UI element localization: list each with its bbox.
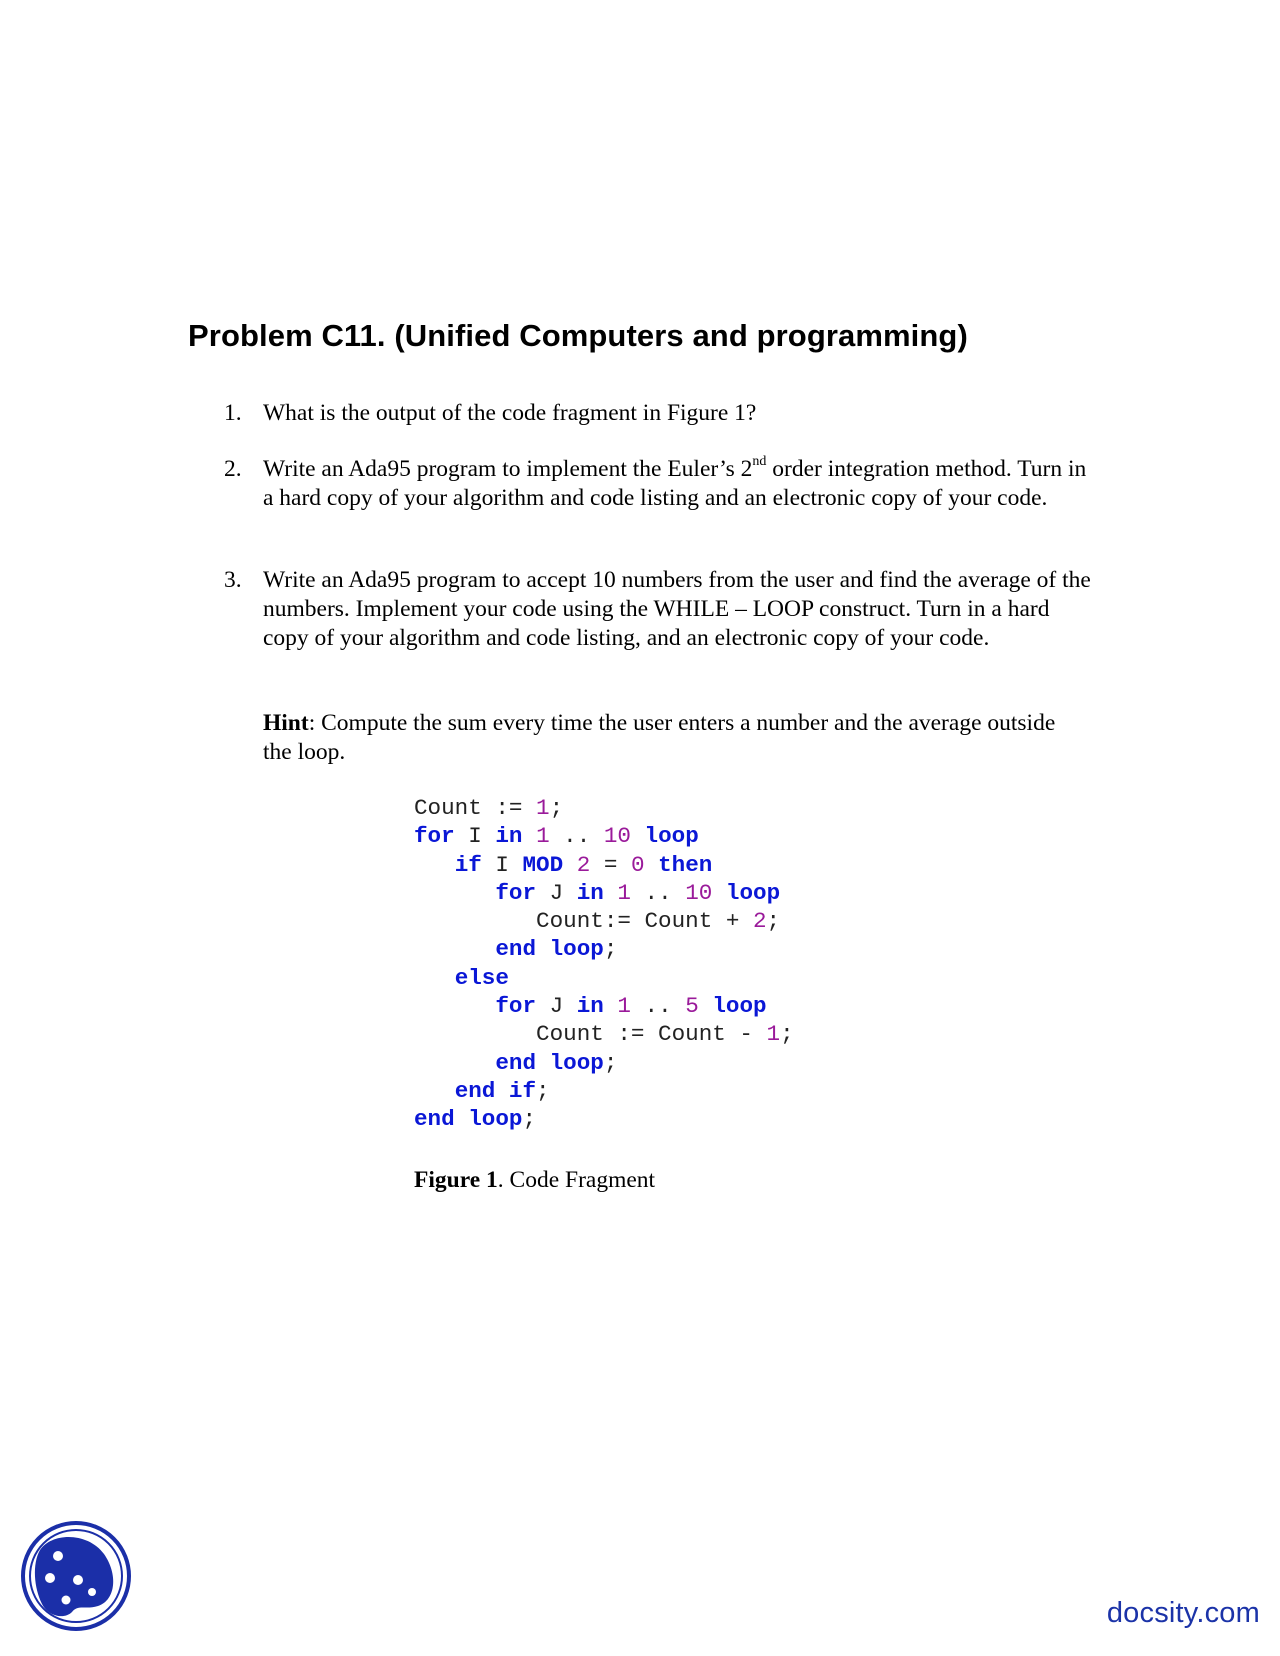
code-text: ..: [630, 879, 686, 906]
code-keyword: in: [576, 993, 604, 1020]
code-line: [414, 965, 509, 991]
code-keyword: end if: [454, 1077, 537, 1104]
code-text: [414, 965, 455, 991]
code-keyword: in: [495, 823, 523, 850]
code-text: Count :=: [414, 795, 537, 821]
question-text: Write an Ada95 program to accept 10 numbers from the user and find the average of the numbers. Implement your code using the WHILE – LOOP construct. Turn in a hard copy of your algorithm and code listing, and an electronic copy of your code.: [263, 567, 1091, 651]
question-text: [263, 455, 1094, 513]
code-keyword: loop: [712, 993, 767, 1020]
code-keyword: for: [414, 823, 455, 850]
code-number: 1: [536, 795, 550, 821]
code-keyword: for: [495, 993, 537, 1020]
code-keyword: loop: [644, 823, 699, 850]
code-keyword: for: [495, 879, 537, 906]
code-number: 2: [752, 908, 767, 935]
code-text: Count:= Count +: [414, 908, 753, 935]
code-line: [414, 1106, 536, 1132]
code-text: [414, 936, 495, 962]
code-text: [414, 880, 495, 906]
code-text: [563, 852, 577, 878]
code-fragment: [414, 794, 794, 1134]
code-text: =: [590, 851, 631, 878]
code-line: [414, 852, 712, 878]
code-text: [631, 823, 645, 849]
code-text: ;: [603, 936, 618, 963]
code-number: 0: [631, 851, 645, 878]
code-line: [414, 936, 617, 962]
code-text: [414, 852, 455, 878]
code-line: [414, 795, 563, 821]
code-line: [414, 880, 780, 906]
code-text: [699, 993, 713, 1019]
question-text: What is the output of the code fragment in Figure 1?: [263, 400, 757, 426]
code-line: [414, 823, 699, 849]
code-keyword: end loop: [495, 1049, 604, 1076]
code-text: Count := Count -: [414, 1021, 767, 1048]
question-number: 1.: [224, 400, 242, 426]
code-text: ..: [549, 823, 604, 850]
code-text: ;: [536, 1077, 550, 1104]
code-text: ..: [630, 993, 686, 1020]
code-text: ;: [549, 795, 564, 821]
hint-paragraph: [263, 709, 1063, 767]
hint-text: : Compute the sum every time the user enters a number and the average outside the loop.: [263, 710, 1056, 765]
code-line: [414, 1021, 794, 1047]
code-text: I: [454, 823, 496, 850]
code-text: ;: [603, 1049, 618, 1076]
question-number: 3.: [224, 567, 242, 593]
code-number: 1: [536, 823, 550, 850]
code-line: [414, 1078, 550, 1104]
figure-caption: [414, 1166, 655, 1195]
document-title: Problem C11. (Unified Computers and programming): [188, 318, 968, 353]
code-keyword: if: [454, 851, 482, 878]
code-number: 1: [617, 879, 631, 906]
code-text: [645, 852, 659, 878]
code-keyword: end loop: [414, 1106, 523, 1133]
code-text: [604, 993, 618, 1019]
superscript: nd: [752, 454, 767, 470]
code-number: 1: [617, 993, 631, 1020]
code-text: ;: [766, 908, 781, 935]
code-text: [604, 880, 618, 906]
code-text: J: [536, 993, 577, 1020]
code-text: ;: [780, 1021, 794, 1048]
question-3: [224, 566, 1094, 653]
code-text: [414, 1078, 455, 1104]
code-number: 5: [685, 993, 699, 1020]
question-text-part: order integration method. Turn in a hard copy of your algorithm and code listing and an electronic copy of your code.: [263, 456, 1087, 511]
code-text: [414, 993, 495, 1019]
question-1: [224, 399, 1094, 428]
question-text-part: Write an Ada95 program to implement the Euler’s 2: [263, 456, 753, 482]
code-text: [712, 880, 726, 906]
code-keyword: else: [454, 964, 509, 991]
code-keyword: loop: [725, 879, 781, 906]
code-keyword: then: [658, 851, 713, 878]
code-number: 2: [576, 851, 591, 878]
hint-label: Hint: [263, 710, 309, 736]
question-2: [224, 455, 1094, 513]
code-line: [414, 1050, 617, 1076]
code-number: 10: [685, 879, 713, 906]
code-text: J: [536, 879, 577, 906]
figure-label: Figure 1: [414, 1167, 498, 1193]
code-keyword: in: [576, 879, 604, 906]
code-text: ;: [522, 1106, 537, 1133]
code-number: 1: [766, 1021, 781, 1048]
code-text: [523, 823, 537, 849]
docsity-brand-link[interactable]: docsity.com: [1106, 1597, 1260, 1629]
code-keyword: MOD: [522, 851, 564, 878]
code-text: I: [481, 851, 523, 878]
code-keyword: end loop: [495, 936, 604, 963]
docsity-logo-icon[interactable]: [20, 1520, 132, 1632]
code-number: 10: [603, 823, 631, 850]
code-line: [414, 993, 767, 1019]
code-text: [414, 1050, 495, 1076]
question-number: 2.: [224, 456, 242, 482]
figure-caption-text: . Code Fragment: [497, 1167, 656, 1193]
code-line: [414, 908, 780, 934]
